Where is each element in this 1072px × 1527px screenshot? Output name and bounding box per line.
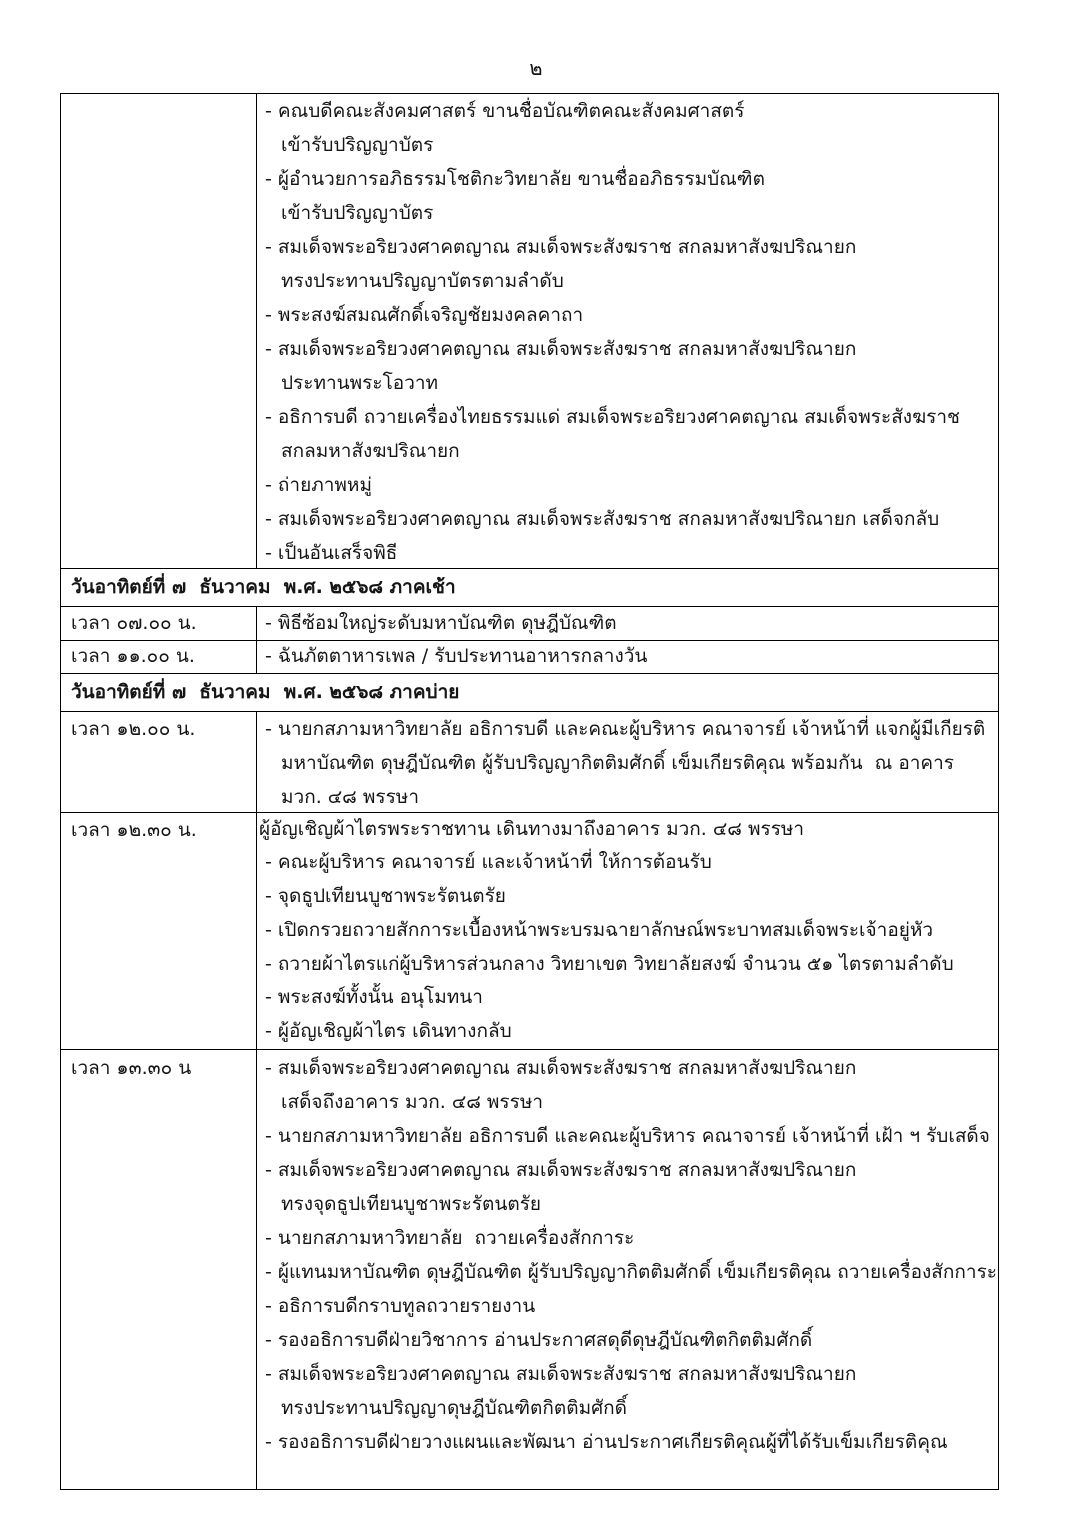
time-cell [61, 607, 257, 640]
list-item: - สมเด็จพระอริยวงศาคตญาณ สมเด็จพระสังฆราช สกลมหาสังฆปริณายก [265, 1159, 857, 1181]
list-item: - คณะผู้บริหาร คณาจารย์ และเจ้าหน้าที่ ให้การต้อนรับ [265, 851, 712, 874]
list-item: - ถ่ายภาพหมู่ [265, 474, 372, 496]
detail-cell [257, 94, 998, 568]
detail-cell [257, 607, 998, 640]
table-row [61, 94, 998, 568]
list-item: - ฉันภัตตาหารเพล / รับประทานอาหารกลางวัน [265, 644, 648, 667]
time-cell [61, 641, 257, 673]
list-item: - สมเด็จพระอริยวงศาคตญาณ สมเด็จพระสังฆราช สกลมหาสังฆปริณายก [265, 1057, 857, 1079]
list-item-continuation: ทรงประทานปริญญาบัตรตามลำดับ [281, 270, 564, 292]
table-row [61, 1049, 998, 1489]
list-item: - พระสงฆ์ทั้งนั้น อนุโมทนา [265, 986, 483, 1009]
list-item-continuation: ประทานพระโอวาท [281, 372, 439, 394]
list-item: - สมเด็จพระอริยวงศาคตญาณ สมเด็จพระสังฆราช สกลมหาสังฆปริณายก [265, 338, 857, 360]
list-item-continuation: สกลมหาสังฆปริณายก [281, 440, 460, 462]
list-item: - รองอธิการบดีฝ่ายวางแผนและพัฒนา อ่านประกาศเกียรติคุณผู้ที่ได้รับเข็มเกียรติคุณ [265, 1431, 948, 1453]
list-item-continuation: เข้ารับปริญญาบัตร [281, 134, 434, 156]
list-item: - นายกสภามหาวิทยาลัย อธิการบดี และคณะผู้บริหาร คณาจารย์ เจ้าหน้าที่ แจกผู้มีเกียรติ [265, 717, 986, 740]
list-item: - รองอธิการบดีฝ่ายวิชาการ อ่านประกาศสดุดีดุษฎีบัณฑิตกิตติมศักดิ์ [265, 1329, 813, 1351]
section-header-afternoon [61, 673, 998, 711]
list-item: - เป็นอันเสร็จพิธี [265, 542, 398, 564]
list-item: - อธิการบดี ถวายเครื่องไทยธรรมแด่ สมเด็จพระอริยวงศาคตญาณ สมเด็จพระสังฆราช [265, 406, 960, 428]
list-item: - อธิการบดีกราบทูลถวายรายงาน [265, 1295, 536, 1317]
list-item: - ถวายผ้าไตรแก่ผู้บริหารส่วนกลาง วิทยาเขต วิทยาลัยสงฆ์ จำนวน ๕๑ ไตรตามลำดับ [265, 952, 954, 975]
schedule-table [60, 93, 999, 1490]
table-row [61, 711, 998, 812]
time-label: เวลา ๑๑.๐๐ น. [71, 644, 195, 667]
section-header-text: วันอาทิตย์ที่ ๗ ธันวาคม พ.ศ. ๒๕๖๘ ภาคเช้า [71, 575, 456, 598]
detail-cell [257, 1050, 998, 1489]
detail-cell [257, 813, 998, 1049]
list-item: - นายกสภามหาวิทยาลัย ถวายเครื่องสักการะ [265, 1227, 635, 1249]
list-item: - สมเด็จพระอริยวงศาคตญาณ สมเด็จพระสังฆราช สกลมหาสังฆปริณายก เสด็จกลับ [265, 508, 940, 530]
time-label: เวลา ๑๒.๐๐ น. [71, 717, 196, 740]
time-cell [61, 813, 257, 1049]
list-item: - เปิดกรวยถวายสักการะเบื้องหน้าพระบรมฉายาลักษณ์พระบาทสมเด็จพระเจ้าอยู่หัว [265, 918, 934, 941]
time-cell [61, 94, 257, 568]
list-item: - ผู้แทนมหาบัณฑิต ดุษฎีบัณฑิต ผู้รับปริญญากิตติมศักดิ์ เข็มเกียรติคุณ ถวายเครื่องสักการะ [265, 1261, 997, 1283]
detail-cell [257, 712, 998, 812]
list-item-continuation: เสด็จถึงอาคาร มวก. ๔๘ พรรษา [281, 1091, 544, 1113]
list-item: - พิธีซ้อมใหญ่ระดับมหาบัณฑิต ดุษฎีบัณฑิต [265, 611, 617, 634]
detail-cell [257, 641, 998, 673]
list-item: - ผู้อัญเชิญผ้าไตร เดินทางกลับ [265, 1020, 512, 1043]
page-number: ๒ [529, 56, 543, 80]
section-header-morning [61, 568, 998, 606]
list-intro: ผู้อัญเชิญผ้าไตรพระราชทาน เดินทางมาถึงอาคาร มวก. ๔๘ พรรษา [259, 817, 805, 840]
table-row [61, 640, 998, 673]
list-item-continuation: มหาบัณฑิต ดุษฎีบัณฑิต ผู้รับปริญญากิตติมศักดิ์ เข็มเกียรติคุณ พร้อมกัน ณ อาคาร [281, 751, 954, 774]
time-label: เวลา ๑๓.๓๐ น [71, 1057, 192, 1079]
time-label: เวลา ๐๗.๐๐ น. [71, 611, 197, 634]
list-item: - สมเด็จพระอริยวงศาคตญาณ สมเด็จพระสังฆราช สกลมหาสังฆปริณายก [265, 236, 857, 258]
list-item-continuation: มวก. ๔๘ พรรษา [281, 785, 419, 808]
list-item: - นายกสภามหาวิทยาลัย อธิการบดี และคณะผู้บริหาร คณาจารย์ เจ้าหน้าที่ เฝ้า ฯ รับเสด็จ [265, 1125, 990, 1147]
list-item: - ผู้อำนวยการอภิธรรมโชติกะวิทยาลัย ขานชื่ออภิธรรมบัณฑิต [265, 168, 765, 190]
list-item: - คณบดีคณะสังคมศาสตร์ ขานชื่อบัณฑิตคณะสังคมศาสตร์ [265, 100, 745, 122]
list-item-continuation: เข้ารับปริญญาบัตร [281, 202, 434, 224]
list-item-continuation: ทรงประทานปริญญาดุษฎีบัณฑิตกิตติมศักดิ์ [281, 1397, 627, 1419]
table-row [61, 812, 998, 1049]
list-item: - สมเด็จพระอริยวงศาคตญาณ สมเด็จพระสังฆราช สกลมหาสังฆปริณายก [265, 1363, 857, 1385]
list-item-continuation: ทรงจุดธูปเทียนบูชาพระรัตนตรัย [281, 1193, 542, 1215]
time-label: เวลา ๑๒.๓๐ น. [71, 818, 197, 841]
list-item: - จุดธูปเทียนบูชาพระรัตนตรัย [265, 885, 506, 908]
time-cell [61, 1050, 257, 1489]
time-cell [61, 712, 257, 812]
list-item: - พระสงฆ์สมณศักดิ์เจริญชัยมงคลคาถา [265, 304, 584, 326]
table-row [61, 606, 998, 640]
section-header-text: วันอาทิตย์ที่ ๗ ธันวาคม พ.ศ. ๒๕๖๘ ภาคบ่าย [71, 680, 460, 703]
